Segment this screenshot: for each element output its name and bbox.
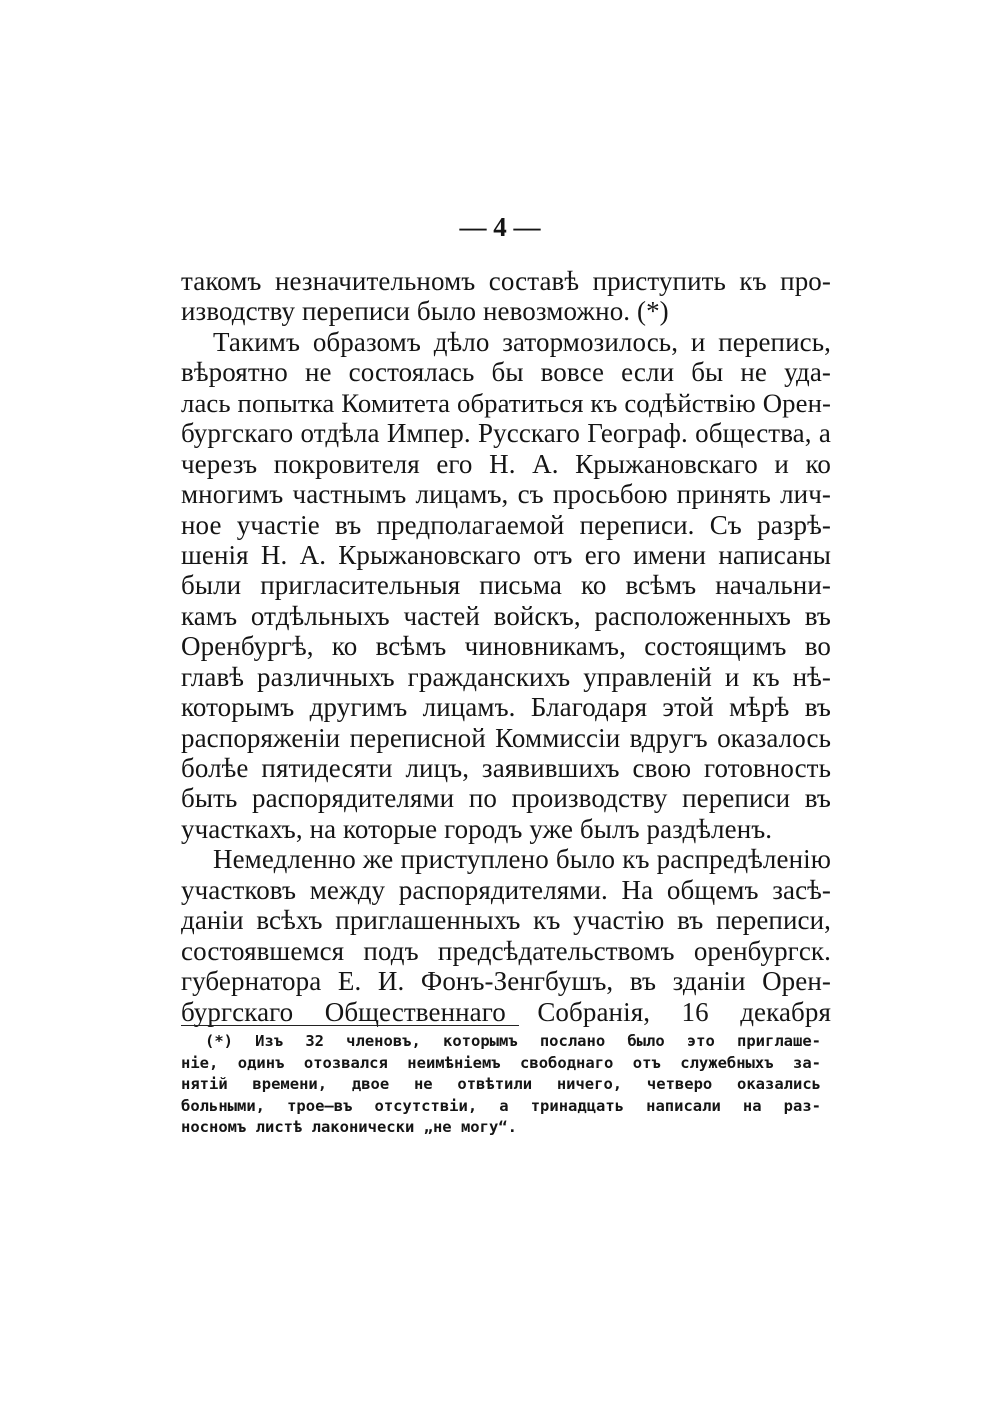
footnote-rule [181,1025,519,1026]
footnote-line: носномъ листѣ лаконически „не могу“. [181,1118,517,1136]
text-line: изводству переписи было невозможно. (*) [181,296,669,327]
text-line: Оренбургѣ, ко всѣмъ чиновникамъ, состоящимъ во [181,631,831,662]
text-line: распоряженіи переписной Коммиссіи вдругъ оказалось [181,722,831,753]
footnote-line: нятій времени, двое не отвѣтили ничего, четверо оказались [181,1075,821,1093]
text-line: камъ отдѣльныхъ частей войскъ, расположенныхъ въ [181,600,831,631]
text-line: бургскаго Общественнаго Собранія, 16 декабря [181,996,831,1027]
page-number: — 4 — [459,212,541,242]
footnote-line: больными, трое—въ отсутствіи, а тринадцать написали на раз- [181,1096,821,1115]
footnote-line: (*) Изъ 32 членовъ, которымъ послано было это приглаше- [205,1032,821,1050]
text-line: шенія Н. А. Крыжановскаго отъ его имени написаны [181,539,831,570]
text-line: Такимъ образомъ дѣло затормозилось, и перепись, [213,326,831,357]
text-line: многимъ частнымъ лицамъ, съ просьбою принять лич- [181,479,831,510]
text-line: болѣе пятидесяти лицъ, заявившихъ свою готовность [181,753,831,783]
text-line: были пригласительныя письма ко всѣмъ начальни- [181,570,831,601]
text-line: лась попытка Комитета обратиться къ содѣйствію Орен- [181,387,831,418]
text-line: бургскаго отдѣла Импер. Русскаго Географ. общества, а [181,418,831,449]
main-text [181,266,831,1027]
footnote [181,1031,821,1139]
text-line: Немедленно же приступлено было къ распредѣленію [213,844,831,875]
text-line: губернатора Е. И. Фонъ-Зенгбушъ, въ зданіи Орен- [181,966,831,997]
text-line: такомъ незначительномъ составѣ приступить къ про- [181,266,831,296]
text-line: участковъ между распорядителями. На общемъ засѣ- [181,874,831,905]
text-line: вѣроятно не состоялась бы вовсе если бы не уда- [181,357,831,388]
text-line: участкахъ, на которые городъ уже былъ раздѣленъ. [181,813,773,844]
text-line: даніи всѣхъ приглашенныхъ къ участію въ переписи, [181,905,831,936]
footnote-line: ніе, одинъ отозвался неимѣніемъ свободнаго отъ служебныхъ за- [181,1053,821,1072]
text-line: главѣ различныхъ гражданскихъ управленій и къ нѣ- [181,661,831,692]
text-line: ное участіе въ предполагаемой переписи. Съ разрѣ- [181,509,831,540]
text-line: быть распорядителями по производству переписи въ [181,783,831,814]
text-line: черезъ покровителя его Н. А. Крыжановскаго и ко [181,448,831,479]
text-line: которымъ другимъ лицамъ. Благодаря этой мѣрѣ въ [181,692,831,723]
text-line: состоявшемся подъ предсѣдательствомъ оренбургск. [181,935,831,966]
